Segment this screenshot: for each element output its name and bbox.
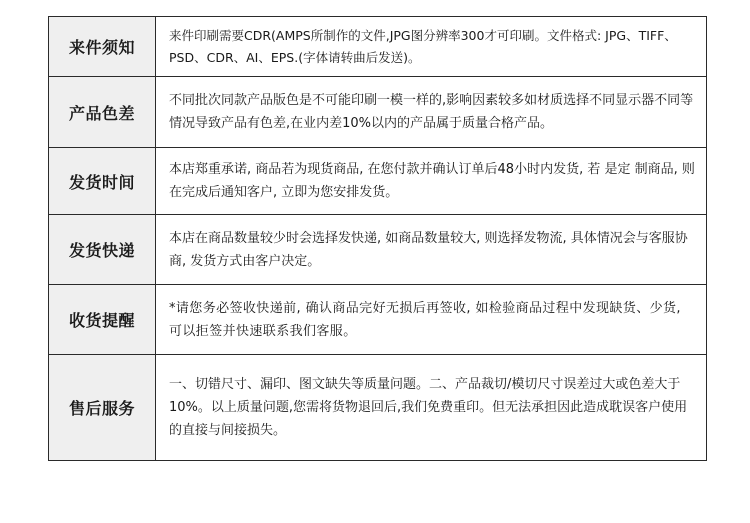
row-content: 来件印刷需要CDR(AMPS所制作的文件,JPG图分辨率300才可印刷。文件格式: JPG、TIFF、PSD、CDR、AI、EPS.(字体请转曲后发送)。 <box>156 17 707 77</box>
row-label: 发货时间 <box>49 148 156 215</box>
table-row <box>49 285 707 355</box>
table-row <box>49 77 707 148</box>
notice-table <box>48 16 707 461</box>
row-label: 售后服务 <box>49 355 156 461</box>
row-content: 本店在商品数量较少时会选择发快递, 如商品数量较大, 则选择发物流, 具体情况会与客服协商, 发货方式由客户决定。 <box>156 215 707 285</box>
table-row <box>49 215 707 285</box>
row-label: 发货快递 <box>49 215 156 285</box>
row-content: 一、切错尺寸、漏印、图文缺失等质量问题。二、产品裁切/模切尺寸误差过大或色差大于10%。以上质量问题,您需将货物退回后,我们免费重印。但无法承担因此造成耽误客户使用的直接与间接损失。 <box>156 355 707 461</box>
table-row <box>49 17 707 77</box>
row-label: 收货提醒 <box>49 285 156 355</box>
row-content: 本店郑重承诺, 商品若为现货商品, 在您付款并确认订单后48小时内发货, 若 是定 制商品, 则在完成后通知客户, 立即为您安排发货。 <box>156 148 707 215</box>
row-content: 不同批次同款产品版色是不可能印刷一模一样的,影响因素较多如材质选择不同显示器不同等情况导致产品有色差,在业内差10%以内的产品属于质量合格产品。 <box>156 77 707 148</box>
row-content: *请您务必签收快递前, 确认商品完好无损后再签收, 如检验商品过程中发现缺货、少货, 可以拒签并快速联系我们客服。 <box>156 285 707 355</box>
row-label: 产品色差 <box>49 77 156 148</box>
row-label: 来件须知 <box>49 17 156 77</box>
table-row <box>49 148 707 215</box>
table-row <box>49 355 707 461</box>
